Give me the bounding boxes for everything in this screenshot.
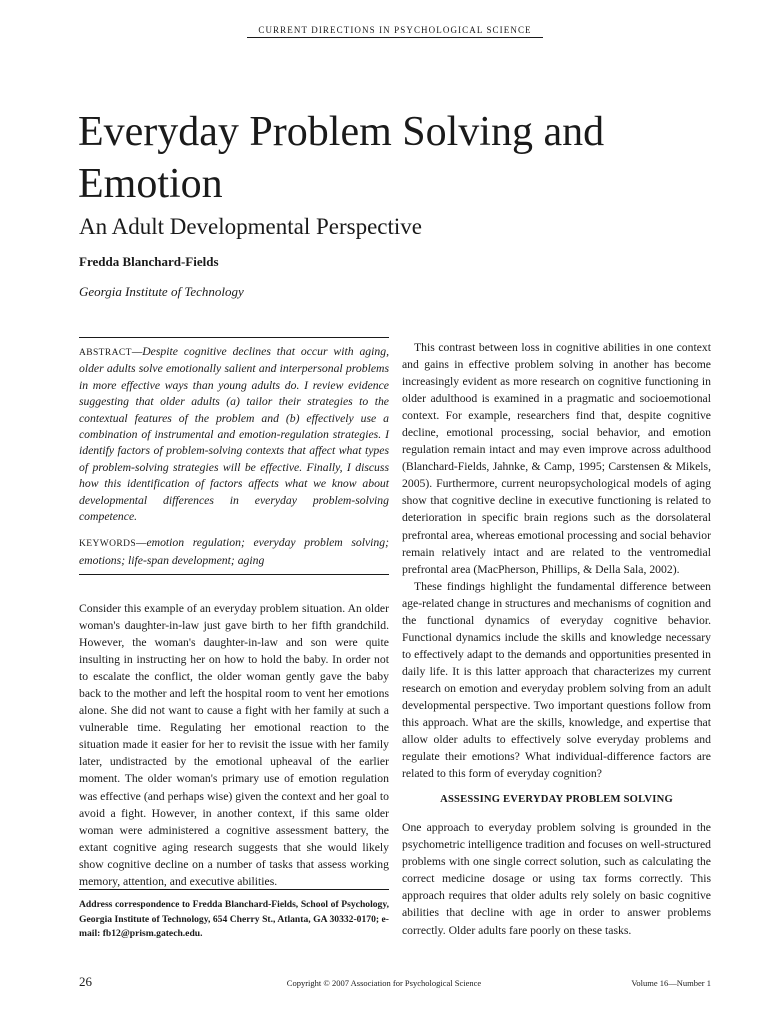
section-paragraph: One approach to everyday problem solving is grounded in the psychometric intelligence tradition and focuses on well-structured problems with one single correct solution, such as calculating the correct medicine dosage or using tax forms correctly. This approach requires that older adults rely solely on basic cognitive abilities that decline with age in order to answer problems correctly. Older adults fare poorly on these tasks.	[402, 821, 711, 937]
body-paragraph: This contrast between loss in cognitive abilities in one context and gains in effective problem solving in another has become increasingly evident as more research on cognitive functioning in older adulthood is examined in a pragmatic and socioemotional context. For example, researchers find that, despite cognitive decline, emotional processing, social behavior, and emotion regulation remain intact and may even improve across adulthood (Blanchard-Fields, Jahnke, & Camp, 1995; Carstensen & Mikels, 2005). Furthermore, current neuropsychological models of aging show that cognitive decline in executive functioning is related to deterioration in specific brain regions such as the dorsolateral prefrontal area, whereas emotional processing and social behavior remain relatively intact and are related to the ventromedial prefrontal area (MacPherson, Phillips, & Della Sala, 2002).	[402, 341, 711, 576]
left-column-body	[79, 600, 389, 890]
running-header: CURRENT DIRECTIONS IN PSYCHOLOGICAL SCIENCE	[247, 24, 543, 38]
keywords-label: KEYWORDS	[79, 539, 137, 550]
body-paragraph: These findings highlight the fundamental difference between age-related change in structures and mechanisms of cognition and the functional dynamics of everyday cognitive behavior. Functional dynamics include the skills and knowledge necessary to effectively adapt to the demands and opportunities presented in daily life. It is this latter approach that characterizes my current research on emotion and everyday problem solving from an adult developmental perspective. Two important questions follow from this approach. What are the skills, knowledge, and expertise that allow older adults to effectively solve everyday problems and regulate their emotions? What individual-difference factors are related to this form of everyday cognition?	[402, 579, 711, 781]
correspondence-note: Address correspondence to Fredda Blanchard-Fields, School of Psychology, Georgia Institute of Technology, 654 Cherry St., Atlanta, GA 30332-0170; e-mail: fb12@prism.gatech.edu.	[79, 889, 389, 942]
volume-issue: Volume 16—Number 1	[631, 978, 711, 988]
abstract-label: ABSTRACT	[79, 348, 132, 358]
right-column-body	[402, 339, 711, 939]
abstract	[79, 344, 389, 525]
abstract-text: —Despite cognitive declines that occur with aging, older adults solve emotionally salient and interpersonal problems in more effective ways than young adults do. I review evidence suggesting that older adults (a) tailor their strategies to the contextual features of the problem and (b) effectively use a combination of instrumental and emotion-regulation strategies. I identify factors of problem-solving contexts that affect what types of problem-solving strategies will be effective. Finally, I discuss how this identification of factors affects what we know about developmental differences in everyday problem-solving competence.	[79, 345, 389, 524]
article-title: Everyday Problem Solving and Emotion	[78, 109, 605, 207]
keywords	[79, 535, 389, 569]
abstract-box	[79, 337, 389, 575]
body-paragraph: Consider this example of an everyday problem situation. An older woman's daughter-in-law just gave birth to her fifth grandchild. However, the woman's daughter-in-law and son were quite insulting in instructing her on how to hold the baby. In order not to escalate the conflict, the older woman gently gave the baby back to the mother and left the hospital room to vent her emotions alone. She did not want to cause a fight with her family at such a vulnerable time. Regulating her emotional reaction to the situation made it easier for her to revisit the issue with her family later, undistracted by the emotional upheaval of the earlier moment. The older woman's primary use of emotion regulation was effective (and perhaps wise) given the context and her goal to avoid a fight. However, in another context, if this same older woman were administered a cognitive assessment battery, the extant cognitive aging research suggests that she would likely show cognitive decline on a number of tasks that assess working memory, attention, and executive abilities.	[79, 602, 389, 888]
page-number: 26	[79, 974, 92, 989]
article-subtitle: An Adult Developmental Perspective	[79, 214, 423, 239]
copyright-line: Copyright © 2007 Association for Psychological Science	[286, 978, 482, 988]
author-name: Fredda Blanchard-Fields	[79, 254, 219, 269]
section-heading: ASSESSING EVERYDAY PROBLEM SOLVING	[440, 794, 673, 806]
keywords-text: —emotion regulation; everyday problem solving; emotions; life-span development; aging	[79, 536, 389, 567]
author-affiliation: Georgia Institute of Technology	[79, 284, 244, 299]
